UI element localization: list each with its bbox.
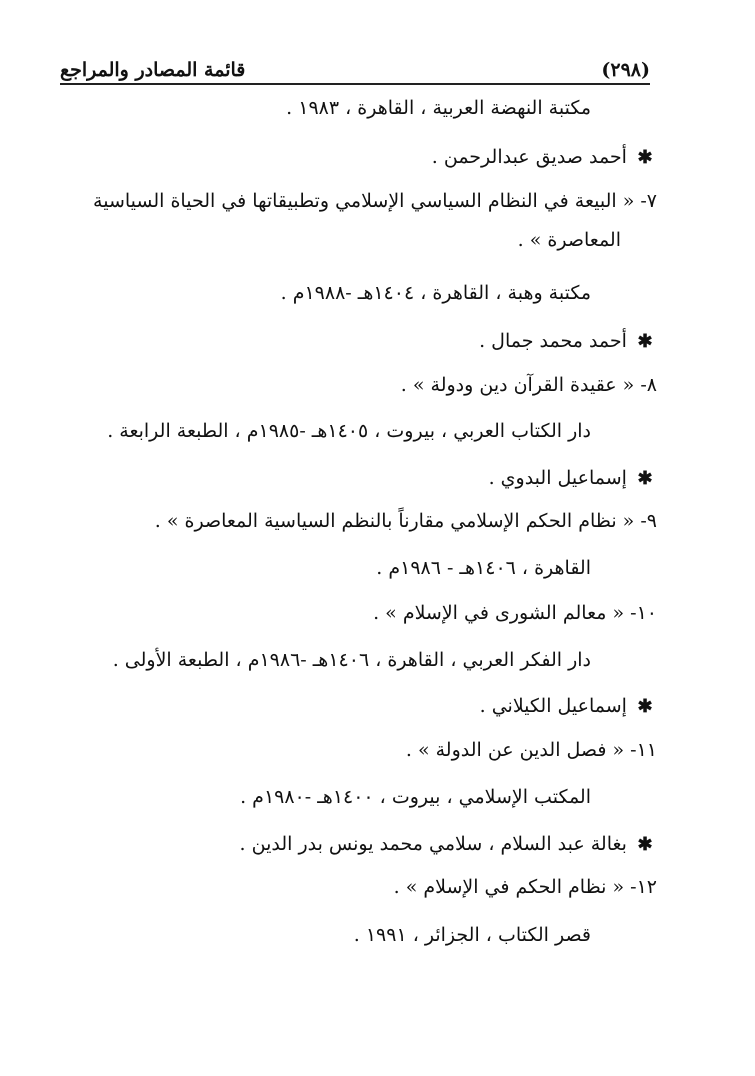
entry-line: ١٠- « معالم الشورى في الإسلام » . — [373, 602, 657, 624]
asterisk-bullet-icon: ✱ — [637, 834, 653, 855]
author-line: ✱ أحمد صديق عبدالرحمن . — [432, 142, 657, 173]
entry-line: القاهرة ، ١٤٠٦هـ - ١٩٨٦م . — [376, 557, 591, 579]
asterisk-bullet-icon: ✱ — [637, 696, 653, 717]
page-header — [60, 45, 650, 85]
entry-line: ٧- « البيعة في النظام السياسي الإسلامي وتطبيقاتها في الحياة السياسية — [93, 190, 657, 212]
entry-line: قصر الكتاب ، الجزائر ، ١٩٩١ . — [353, 924, 591, 946]
entry-line: دار الفكر العربي ، القاهرة ، ١٤٠٦هـ -١٩٨٦م ، الطبعة الأولى . — [112, 649, 591, 671]
author-line: ✱ بغالة عبد السلام ، سلامي محمد يونس بدر الدين . — [240, 829, 657, 860]
running-title: قائمة المصادر والمراجع — [60, 59, 246, 81]
entry-line: المكتب الإسلامي ، بيروت ، ١٤٠٠هـ -١٩٨٠م . — [240, 786, 591, 808]
author-line: ✱ أحمد محمد جمال . — [479, 326, 657, 357]
entry-line: ٩- « نظام الحكم الإسلامي مقارناً بالنظم السياسية المعاصرة » . — [154, 510, 657, 532]
asterisk-bullet-icon: ✱ — [637, 468, 653, 489]
entry-line: ١٢- « نظام الحكم في الإسلام » . — [393, 876, 657, 898]
entry-line: مكتبة وهبة ، القاهرة ، ١٤٠٤هـ -١٩٨٨م . — [280, 282, 591, 304]
entry-line: دار الكتاب العربي ، بيروت ، ١٤٠٥هـ -١٩٨٥م ، الطبعة الرابعة . — [107, 420, 591, 442]
asterisk-bullet-icon: ✱ — [637, 331, 653, 352]
entry-line: مكتبة النهضة العربية ، القاهرة ، ١٩٨٣ . — [286, 97, 591, 119]
author-line: ✱ إسماعيل الكيلاني . — [480, 691, 657, 722]
asterisk-bullet-icon: ✱ — [637, 147, 653, 168]
page-number: (٢٩٨) — [601, 59, 650, 81]
author-line: ✱ إسماعيل البدوي . — [489, 463, 657, 494]
entry-line: ١١- « فصل الدين عن الدولة » . — [405, 739, 657, 761]
entry-line: ٨- « عقيدة القرآن دين ودولة » . — [400, 374, 657, 396]
entry-line: المعاصرة » . — [517, 229, 621, 251]
